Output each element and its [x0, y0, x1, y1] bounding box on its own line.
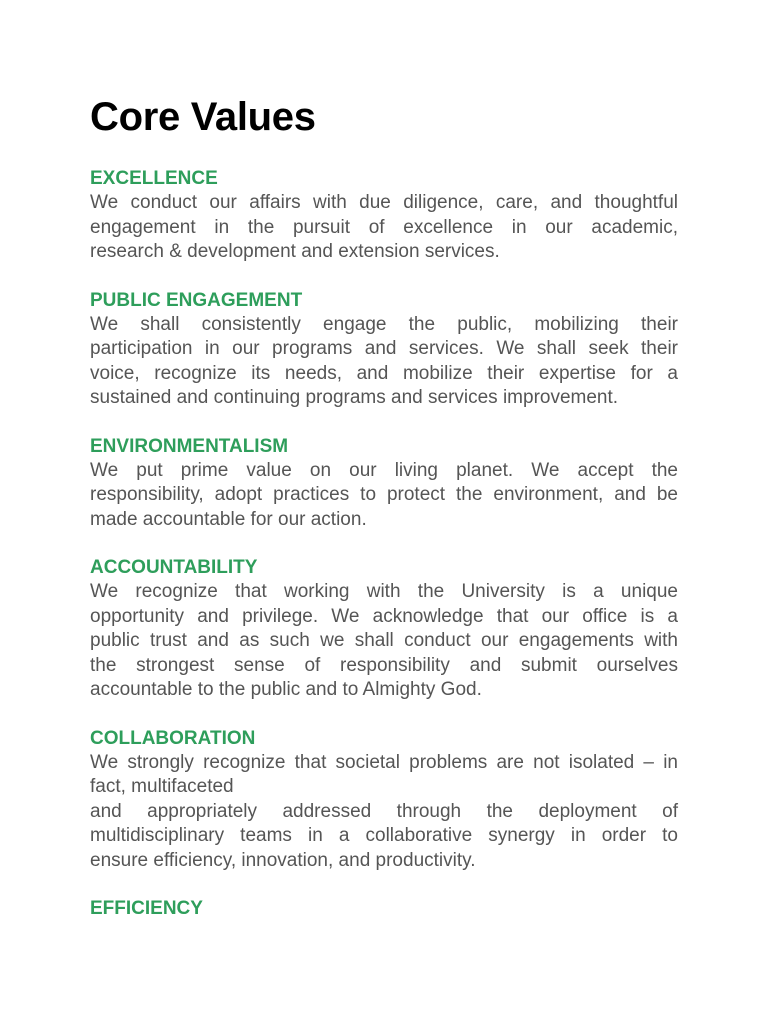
body-line: multidisciplinary teams in a collaborative synergy in order to: [90, 825, 678, 846]
section-environmentalism: [90, 435, 678, 533]
section-accountability: [90, 556, 678, 703]
section-body: [90, 459, 678, 533]
body-line: We put prime value on our living planet. We accept the: [90, 459, 678, 481]
body-line: engagement in the pursuit of excellence in our academic,: [90, 216, 678, 238]
body-line: the strongest sense of responsibility and submit ourselves: [90, 654, 678, 676]
section-heading: ACCOUNTABILITY: [90, 557, 258, 578]
section-body: [90, 751, 678, 874]
section-heading: EXCELLENCE: [90, 168, 218, 189]
body-line: made accountable for our action.: [90, 508, 367, 530]
section-collaboration: [90, 727, 678, 874]
body-line: research & development and extension services.: [90, 241, 500, 262]
body-line: fact, multifaceted: [90, 776, 234, 797]
body-line: We recognize that working with the University is a unique: [90, 581, 678, 602]
body-line: We strongly recognize that societal problems are not isolated – in: [90, 751, 678, 773]
body-line: We conduct our affairs with due diligence, care, and thoughtful: [90, 192, 678, 213]
body-line: and appropriately addressed through the deployment of: [90, 800, 678, 822]
page-title: Core Values: [90, 95, 316, 139]
section-heading: EFFICIENCY: [90, 898, 203, 919]
body-line: ensure efficiency, innovation, and productivity.: [90, 849, 476, 871]
body-line: accountable to the public and to Almighty God.: [90, 679, 482, 700]
body-line: public trust and as such we shall conduct our engagements with: [90, 630, 678, 651]
section-heading: COLLABORATION: [90, 727, 256, 749]
section-heading: PUBLIC ENGAGEMENT: [90, 289, 303, 311]
body-line: responsibility, adopt practices to protect the environment, and be: [90, 484, 678, 505]
body-line: participation in our programs and services. We shall seek their: [90, 338, 678, 359]
body-line: sustained and continuing programs and services improvement.: [90, 387, 619, 408]
body-line: opportunity and privilege. We acknowledge that our office is a: [90, 605, 678, 627]
document-page: [90, 93, 678, 945]
section-efficiency: [90, 897, 678, 921]
body-line: We shall consistently engage the public, mobilizing their: [90, 313, 678, 335]
section-heading: ENVIRONMENTALISM: [90, 435, 289, 457]
section-body: [90, 580, 678, 703]
body-line: voice, recognize its needs, and mobilize their expertise for a: [90, 362, 678, 384]
section-body: [90, 313, 678, 411]
section-excellence: [90, 167, 678, 265]
section-public-engagement: [90, 289, 678, 411]
section-body: [90, 191, 678, 265]
